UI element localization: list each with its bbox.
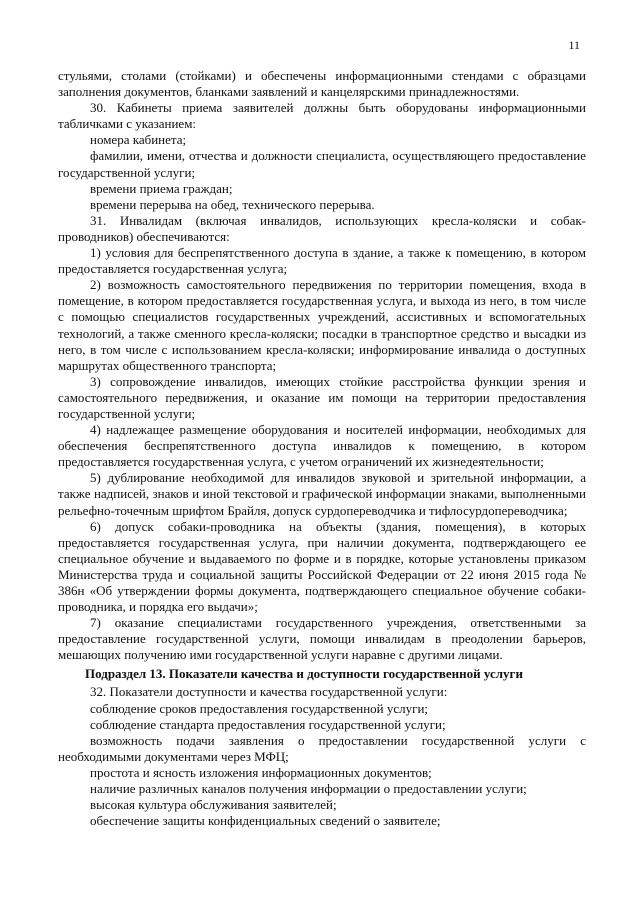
- paragraph: номера кабинета;: [90, 132, 187, 148]
- paragraph: простота и ясность изложения информационных документов;: [90, 764, 432, 780]
- paragraph: 31. Инвалидам (включая инвалидов, использующих кресла-коляски и собак-проводников) обеспечиваются:: [58, 212, 586, 244]
- paragraph: фамилии, имени, отчества и должности специалиста, осуществляющего предоставление государственной услуги;: [58, 148, 586, 180]
- paragraph: 6) допуск собаки-проводника на объекты (здания, помещения), в которых предоставляется государственная услуга, при наличии документа, подтверждающего ее специальное обучение и выдаваемого по форме и в порядке, которые установлены приказом Министерства труда и социальной защиты Российской Федерации от 22 июня 2015 года № 386н «Об утверждении формы документа, подтверждающего специальное обучение собаки-проводника, и порядка его выдачи»;: [58, 518, 586, 615]
- paragraph: 3) сопровождение инвалидов, имеющих стойкие расстройства функции зрения и самостоятельного передвижения, и оказание им помощи на территории предоставления государственной услуги;: [58, 373, 586, 421]
- page-number: 11: [568, 38, 580, 52]
- paragraph: 2) возможность самостоятельного передвижения по территории помещения, входа в помещение, в котором предоставляется государственная услуга, и выхода из него, в том числе с помощью специалистов государственных учреждений, ассистивных и вспомогательных технологий, а также сменного кресла-коляски; посадки в транспортное средство и высадки из него, в том числе с использованием кресла-коляски; информирование инвалида о доступных маршрутах общественного транспорта;: [58, 277, 586, 373]
- paragraph: 4) надлежащее размещение оборудования и носителей информации, необходимых для обеспечения беспрепятственного доступа инвалидов к помещению, в котором предоставляется государственная услуга, с учетом ограничений их жизнедеятельности;: [58, 422, 586, 470]
- paragraph: 5) дублирование необходимой для инвалидов звуковой и зрительной информации, а также надписей, знаков и иной текстовой и графической информации знаками, выполненными рельефно-точечным шрифтом Брайля, допуск сурдопереводчика и тифлосурдопереводчика;: [58, 470, 586, 518]
- paragraph: 1) условия для беспрепятственного доступа в здание, а также к помещению, в котором предоставляется государственная услуга;: [58, 245, 586, 277]
- paragraph: 32. Показатели доступности и качества государственной услуги:: [90, 684, 448, 700]
- paragraph: возможность подачи заявления о предоставлении государственной услуги с необходимыми документами через МФЦ;: [58, 732, 586, 764]
- paragraph: соблюдение сроков предоставления государственной услуги;: [90, 700, 429, 716]
- paragraph: времени перерыва на обед, технического перерыва.: [90, 196, 375, 212]
- paragraph: стульями, столами (стойками) и обеспечены информационными стендами с образцами заполнения документов, бланками заявлений и канцелярскими принадлежностями.: [58, 68, 586, 100]
- document-body: [58, 68, 586, 829]
- paragraph: соблюдение стандарта предоставления государственной услуги;: [90, 716, 446, 732]
- paragraph: высокая культура обслуживания заявителей;: [90, 797, 337, 813]
- paragraph: времени приема граждан;: [90, 180, 233, 196]
- subsection-heading: Подраздел 13. Показатели качества и доступности государственной услуги: [85, 666, 523, 682]
- paragraph: 30. Кабинеты приема заявителей должны быть оборудованы информационными табличками с указанием:: [58, 100, 586, 132]
- paragraph: наличие различных каналов получения информации о предоставлении услуги;: [90, 781, 527, 797]
- paragraph: 7) оказание специалистами государственного учреждения, ответственными за предоставление государственной услуги, помощи инвалидам в преодолении барьеров, мешающих получению ими государственной услуги наравне с другими лицами.: [58, 615, 586, 663]
- paragraph: обеспечение защиты конфиденциальных сведений о заявителе;: [90, 813, 441, 829]
